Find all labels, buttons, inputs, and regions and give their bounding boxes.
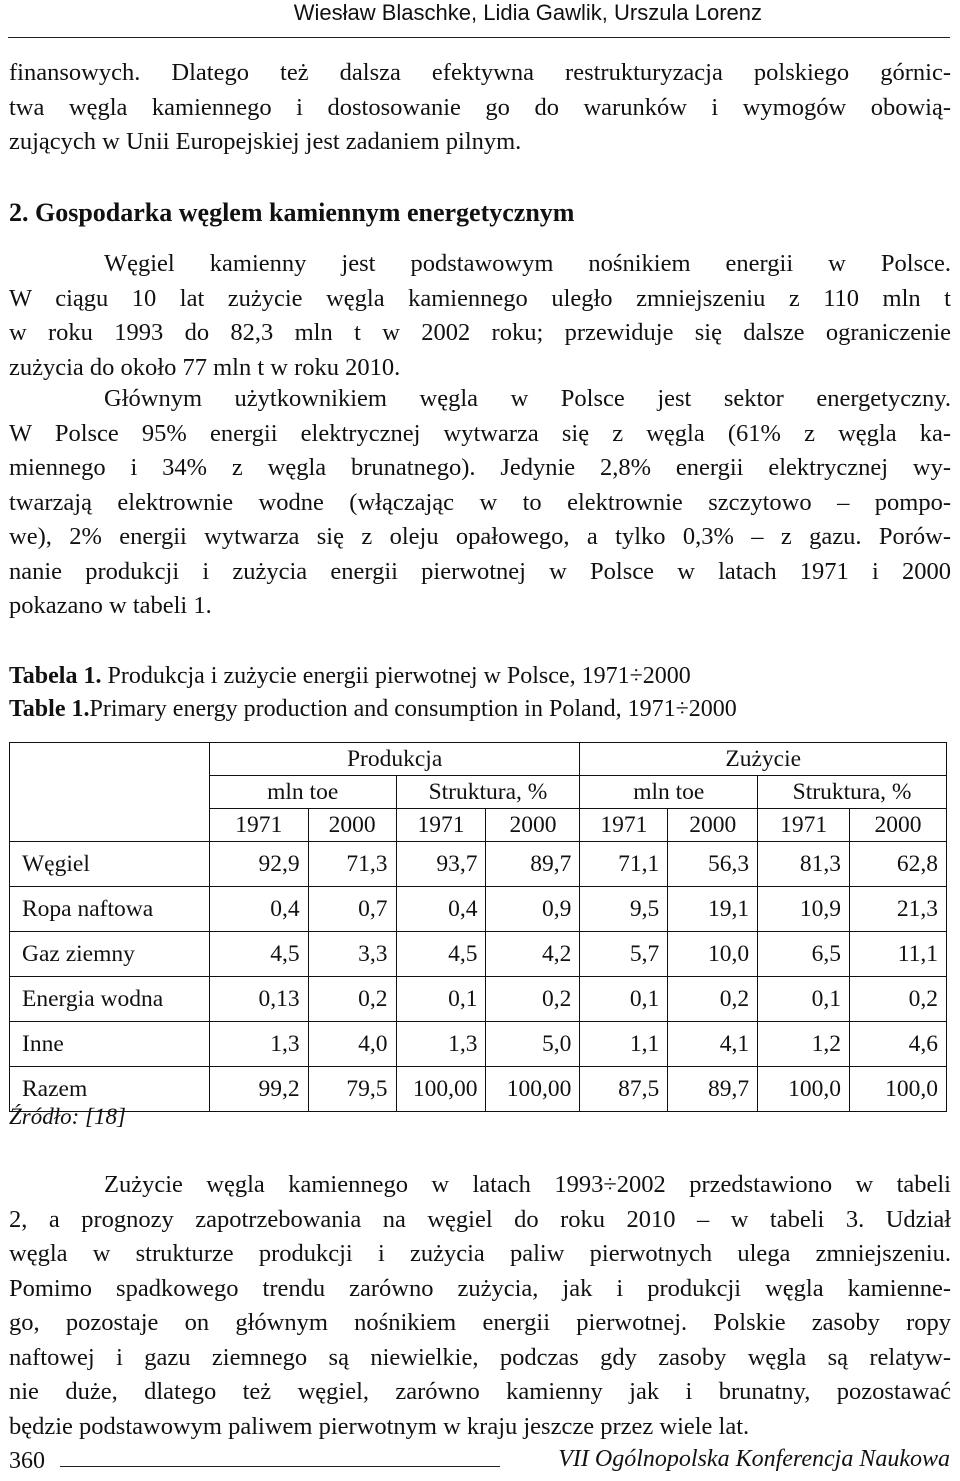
table-caption-en (9, 696, 737, 723)
year-header: 2000 (308, 809, 396, 842)
row-label: Gaz ziemny (10, 932, 210, 977)
table-cell: 81,3 (758, 842, 850, 887)
table-cell: 3,3 (308, 932, 396, 977)
corner-cell (10, 776, 210, 809)
page-number: 360 (9, 1448, 45, 1474)
table-cell: 1,3 (396, 1022, 486, 1067)
table-cell: 0,7 (308, 887, 396, 932)
table-cell: 4,1 (668, 1022, 758, 1067)
text-line: Pomimo spadkowego trendu zarówno zużycia, jak i produkcji węgla kamienne- (9, 1274, 951, 1302)
table-cell: 9,5 (580, 887, 668, 932)
year-header: 1971 (758, 809, 850, 842)
header-authors: Wiesław Blaschke, Lidia Gawlik, Urszula Lorenz (293, 0, 762, 25)
table-row (10, 932, 947, 977)
text-line: W ciągu 10 lat zużycie węgla kamiennego uległo zmniejszeniu z 110 mln t (9, 284, 951, 312)
table-cell: 71,1 (580, 842, 668, 887)
table-cell: 5,7 (580, 932, 668, 977)
paragraph-coal-consumption (9, 247, 951, 385)
group-header-production: Produkcja (209, 743, 580, 776)
text-line: zużycia do około 77 mln t w roku 2010. (9, 353, 401, 381)
intro-paragraph (9, 56, 951, 160)
footer-conference: VII Ogólnopolska Konferencja Naukowa (558, 1446, 950, 1472)
table-cell: 1,2 (758, 1022, 850, 1067)
text-line: W Polsce 95% energii elektrycznej wytwarza się z węgla (61% z węgla ka- (9, 419, 951, 447)
table-cell: 0,2 (308, 977, 396, 1022)
table-header-groups (10, 743, 947, 776)
year-header: 2000 (486, 809, 580, 842)
text-line: Węgiel kamienny jest podstawowym nośnikiem energii w Polsce. (104, 250, 951, 277)
subgroup-header: Struktura, % (758, 776, 947, 809)
table-cell: 1,1 (580, 1022, 668, 1067)
row-label: Razem (10, 1067, 210, 1112)
table-cell: 1,3 (209, 1022, 308, 1067)
subgroup-header: Struktura, % (396, 776, 580, 809)
text-line: w roku 1993 do 82,3 mln t w 2002 roku; przewiduje się dalsze ograniczenie (9, 319, 951, 346)
table-row (10, 1022, 947, 1067)
text-line: Zużycie węgla kamiennego w latach 1993÷2002 przedstawiono w tabeli (104, 1171, 951, 1198)
table-cell: 0,1 (396, 977, 486, 1022)
table-cell: 71,3 (308, 842, 396, 887)
table-cell: 100,00 (486, 1067, 580, 1112)
table-cell: 0,1 (580, 977, 668, 1022)
table-cell: 0,4 (209, 887, 308, 932)
table-row (10, 977, 947, 1022)
table-row (10, 887, 947, 932)
year-header: 1971 (396, 809, 486, 842)
text-line: twa węgla kamiennego i dostosowanie go do warunków i wymogów obowią- (9, 93, 951, 121)
text-line: będzie podstawowym paliwem pierwotnym w kraju jeszcze przez wiele lat. (9, 1412, 750, 1440)
text-line: miennego i 34% z węgla brunatnego). Jedynie 2,8% energii elektrycznej wy- (9, 454, 951, 481)
table-cell: 100,0 (850, 1067, 947, 1112)
table-cell: 0,2 (850, 977, 947, 1022)
table-cell: 0,2 (486, 977, 580, 1022)
table-cell: 89,7 (668, 1067, 758, 1112)
table-cell: 5,0 (486, 1022, 580, 1067)
energy-table (9, 742, 947, 1112)
table-cell: 0,1 (758, 977, 850, 1022)
table-cell: 99,2 (209, 1067, 308, 1112)
table-row-total (10, 1067, 947, 1112)
table-cell: 0,13 (209, 977, 308, 1022)
text-line: nie duże, dlatego też węgiel, zarówno kamienny jak i brunatny, pozostawać (9, 1378, 951, 1405)
table-row (10, 842, 947, 887)
text-line: Głównym użytkownikiem węgla w Polsce jest sektor energetyczny. (104, 385, 951, 412)
table-cell: 21,3 (850, 887, 947, 932)
row-label: Inne (10, 1022, 210, 1067)
table-cell: 11,1 (850, 932, 947, 977)
table-cell: 10,0 (668, 932, 758, 977)
group-header-consumption: Zużycie (580, 743, 947, 776)
text-line: we), 2% energii wytwarza się z oleju opałowego, a tylko 0,3% – z gazu. Porów- (9, 523, 951, 550)
corner-cell (10, 743, 210, 776)
section-title: 2. Gospodarka węglem kamiennym energetycznym (9, 198, 575, 227)
table-cell: 100,00 (396, 1067, 486, 1112)
table-header-subgroups (10, 776, 947, 809)
caption-text: Primary energy production and consumption in Poland, 1971÷2000 (89, 696, 737, 722)
table-cell: 6,5 (758, 932, 850, 977)
text-line: pokazano w tabeli 1. (9, 592, 212, 619)
table-cell: 19,1 (668, 887, 758, 932)
table-caption-pl (9, 663, 691, 690)
caption-label: Table 1. (9, 696, 90, 722)
table-cell: 0,2 (668, 977, 758, 1022)
text-line: finansowych. Dlatego też dalsza efektywna restrukturyzacja polskiego górnic- (9, 59, 951, 86)
paragraph-energy-sector (9, 382, 951, 624)
text-line: zujących w Unii Europejskiej jest zadaniem pilnym. (9, 128, 522, 155)
header-rule (8, 37, 950, 38)
caption-label: Tabela 1. (9, 663, 102, 689)
table-cell: 4,5 (396, 932, 486, 977)
row-label: Energia wodna (10, 977, 210, 1022)
text-line: twarzają elektrownie wodne (włączając w to elektrownie szczytowo – pompo- (9, 488, 951, 516)
subgroup-header: mln toe (209, 776, 396, 809)
table-cell: 56,3 (668, 842, 758, 887)
corner-cell (10, 809, 210, 842)
paragraph-coal-outlook (9, 1168, 951, 1444)
subgroup-header: mln toe (580, 776, 758, 809)
year-header: 2000 (668, 809, 758, 842)
table-cell: 92,9 (209, 842, 308, 887)
table-source: Źródło: [18] (9, 1104, 126, 1129)
table-cell: 93,7 (396, 842, 486, 887)
text-line: węgla w strukturze produkcji i zużycia paliw pierwotnych ulega zmniejszeniu. (9, 1240, 951, 1267)
table-cell: 0,9 (486, 887, 580, 932)
text-line: go, pozostaje on głównym nośnikiem energii pierwotnej. Polskie zasoby ropy (9, 1309, 951, 1336)
year-header: 1971 (209, 809, 308, 842)
table-cell: 89,7 (486, 842, 580, 887)
row-label: Ropa naftowa (10, 887, 210, 932)
table-cell: 0,4 (396, 887, 486, 932)
caption-text: Produkcja i zużycie energii pierwotnej w Polsce, 1971÷2000 (101, 663, 691, 689)
year-header: 1971 (580, 809, 668, 842)
footer-rule (60, 1466, 500, 1467)
table-cell: 100,0 (758, 1067, 850, 1112)
table-cell: 4,0 (308, 1022, 396, 1067)
table-cell: 10,9 (758, 887, 850, 932)
table-cell: 4,6 (850, 1022, 947, 1067)
table-cell: 62,8 (850, 842, 947, 887)
running-header (0, 0, 960, 40)
text-line: nanie produkcji i zużycia energii pierwotnej w Polsce w latach 1971 i 2000 (9, 557, 951, 585)
table-cell: 4,2 (486, 932, 580, 977)
text-line: naftowej i gazu ziemnego są niewielkie, podczas gdy zasoby węgla są relatyw- (9, 1343, 951, 1371)
row-label: Węgiel (10, 842, 210, 887)
table-cell: 87,5 (580, 1067, 668, 1112)
table-cell: 4,5 (209, 932, 308, 977)
year-header: 2000 (850, 809, 947, 842)
table-header-years (10, 809, 947, 842)
table-cell: 79,5 (308, 1067, 396, 1112)
text-line: 2, a prognozy zapotrzebowania na węgiel do roku 2010 – w tabeli 3. Udział (9, 1205, 951, 1233)
